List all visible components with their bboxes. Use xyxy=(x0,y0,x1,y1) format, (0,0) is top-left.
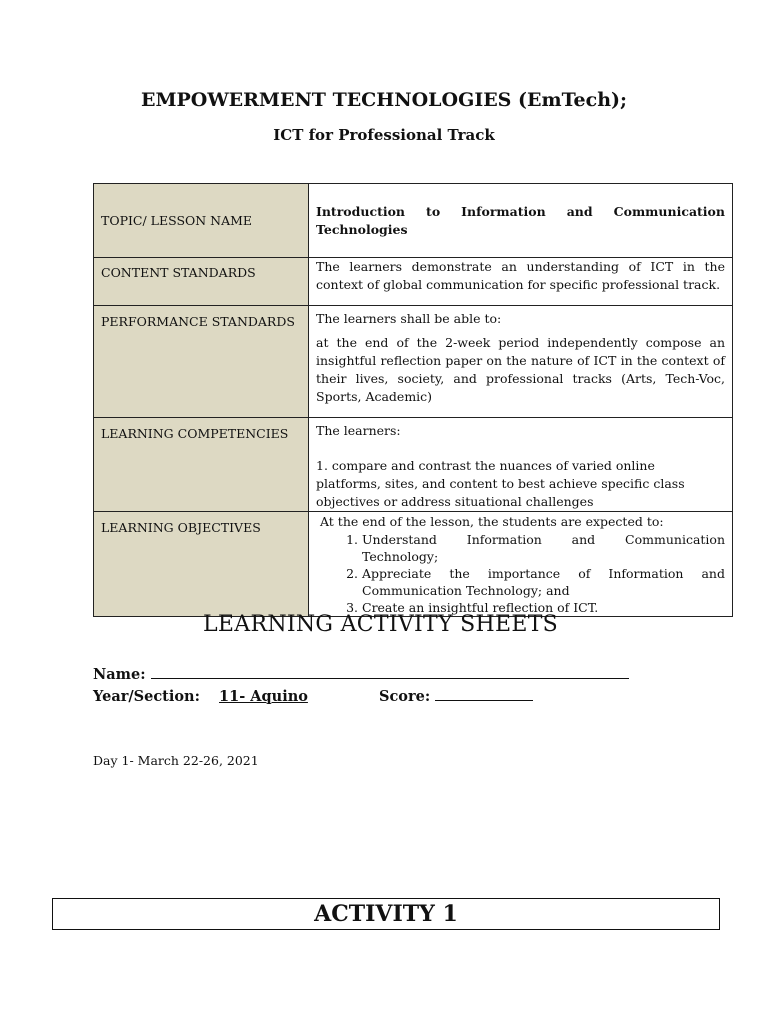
year-section-value[interactable]: 11- Aquino xyxy=(219,688,308,705)
name-field[interactable] xyxy=(151,664,629,679)
activity-title-box xyxy=(52,898,720,930)
score-field[interactable] xyxy=(435,686,533,701)
table-row-content-standards xyxy=(94,258,733,306)
content-standards-label: CONTENT STANDARDS xyxy=(101,265,256,280)
day-date-line: Day 1- March 22-26, 2021 xyxy=(93,753,259,768)
document-subtitle: ICT for Professional Track xyxy=(273,126,495,144)
list-item: 1. Understand Information and Communication Technology; xyxy=(362,531,725,565)
learning-objectives-label-cell xyxy=(94,512,309,617)
table-row-topic xyxy=(94,184,733,258)
learning-competencies-value: 1. compare and contrast the nuances of varied online platforms, sites, and content to best achieve specific class objectives or address situational challenges xyxy=(316,458,685,509)
name-label: Name: xyxy=(93,666,146,683)
lesson-plan-table xyxy=(93,183,733,617)
performance-standards-label: PERFORMANCE STANDARDS xyxy=(101,314,295,329)
performance-standards-value: at the end of the 2-week period independently compose an insightful reflection paper on the nature of ICT in the context of their lives, society, and professional tracks (Arts, Tech-Voc, Sports, Academic) xyxy=(316,335,725,404)
document-title: EMPOWERMENT TECHNOLOGIES (EmTech); xyxy=(140,89,628,111)
year-section-row xyxy=(93,686,533,705)
year-section-label: Year/Section: xyxy=(93,688,200,705)
learning-competencies-value-cell xyxy=(309,418,733,512)
content-standards-label-cell xyxy=(94,258,309,306)
learning-objectives-list xyxy=(316,531,725,616)
table-row-learning-competencies xyxy=(94,418,733,512)
activity-sheets-heading: LEARNING ACTIVITY SHEETS xyxy=(203,612,559,637)
learning-competencies-label: LEARNING COMPETENCIES xyxy=(101,426,289,441)
list-item: 2. Appreciate the importance of Information and Communication Technology; and xyxy=(362,565,725,599)
topic-label-cell xyxy=(94,184,309,258)
learning-objectives-value-cell xyxy=(309,512,733,617)
learning-competencies-label-cell xyxy=(94,418,309,512)
table-row-performance-standards xyxy=(94,306,733,418)
topic-value-cell xyxy=(309,184,733,258)
list-item: 3. Create an insightful reflection of ICT. xyxy=(362,599,725,616)
learning-competencies-intro: The learners: xyxy=(316,423,401,438)
performance-standards-value-cell xyxy=(309,306,733,418)
learning-objectives-label: LEARNING OBJECTIVES xyxy=(101,520,261,535)
score-label: Score: xyxy=(378,688,431,705)
activity-title: ACTIVITY 1 xyxy=(314,901,458,927)
content-standards-value-cell xyxy=(309,258,733,306)
performance-standards-intro: The learners shall be able to: xyxy=(316,311,502,326)
topic-label: TOPIC/ LESSON NAME xyxy=(101,213,253,228)
performance-standards-label-cell xyxy=(94,306,309,418)
content-standards-value: The learners demonstrate an understanding of ICT in the context of global communication for specific professional track. xyxy=(316,259,725,292)
learning-objectives-intro: At the end of the lesson, the students are expected to: xyxy=(320,514,664,529)
topic-value: Introduction to Information and Communication Technologies xyxy=(316,203,725,237)
name-row xyxy=(93,664,629,683)
table-row-learning-objectives xyxy=(94,512,733,617)
